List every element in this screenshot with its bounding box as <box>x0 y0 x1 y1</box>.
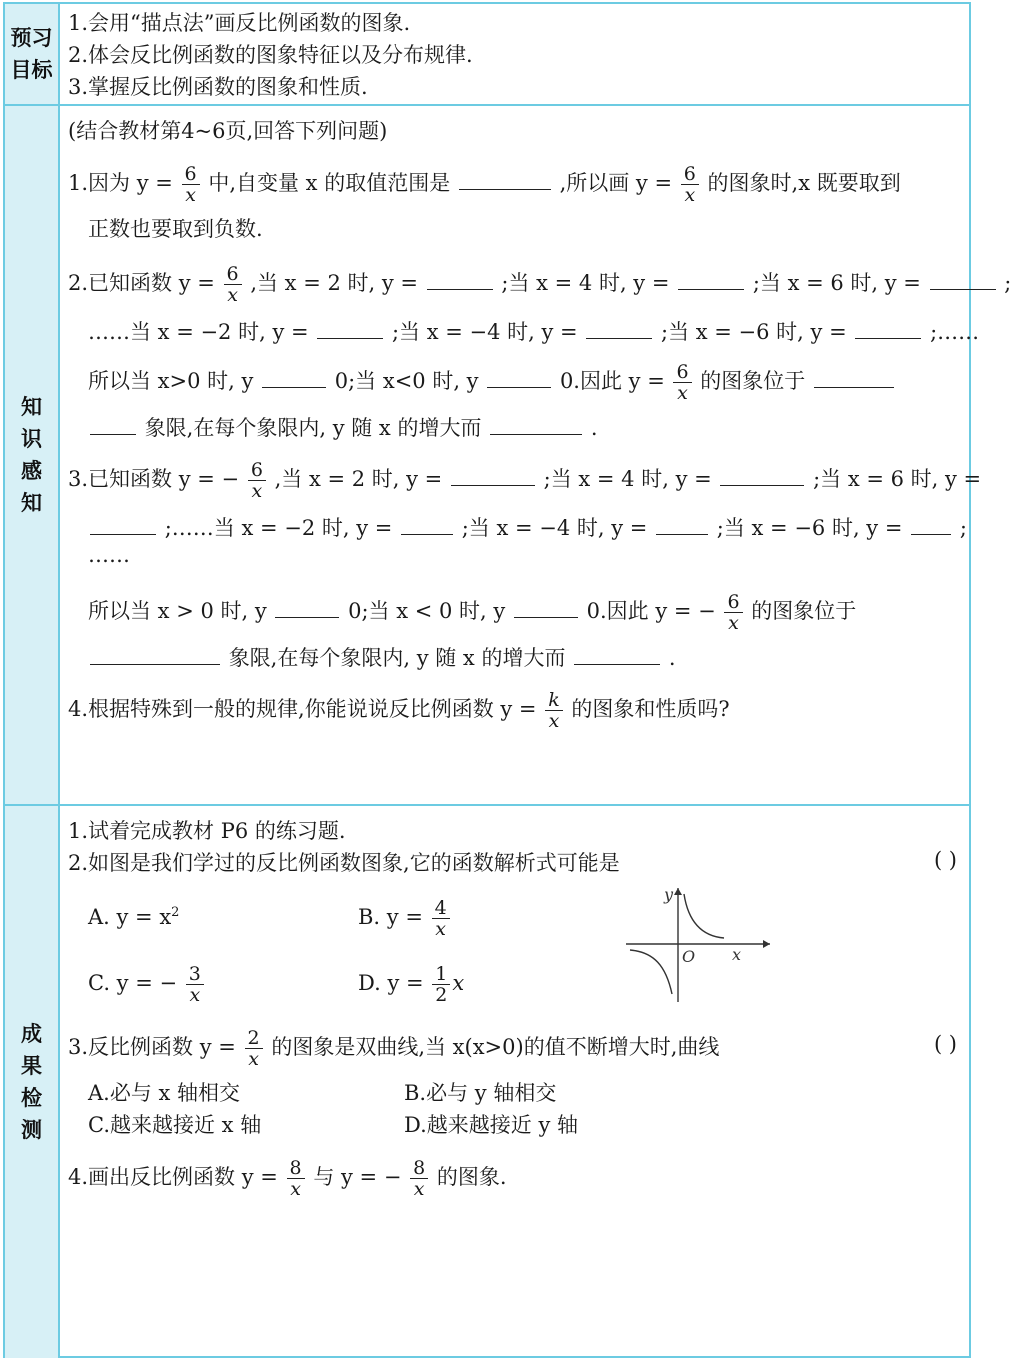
option-3c: C.越来越接近 x 轴 <box>88 1113 262 1137</box>
q2-text-j: 所以当 x>0 时, y <box>88 369 254 393</box>
question-3-line-4 <box>88 592 856 633</box>
question-1-line-1 <box>68 164 901 205</box>
results-label: 成果检测 <box>21 1022 42 1142</box>
q2-text-n: 象限,在每个象限内, y 随 x 的增大而 <box>144 416 482 440</box>
answer-blank[interactable] <box>930 267 996 290</box>
q1-text-a: 1.因为 y = <box>68 171 173 195</box>
result-item-3: 3.反比例函数 y = $\frac{2}{x}$ 的图象是双曲线,当 x(x>0)的值不断增大时,曲线 <box>68 1027 720 1070</box>
answer-blank[interactable] <box>262 365 326 388</box>
curve-third-quadrant <box>630 950 672 994</box>
answer-paren[interactable]: ( ) <box>933 1032 957 1056</box>
answer-blank[interactable] <box>90 512 156 535</box>
fraction-6-over-x: $\frac{6}{x}$ <box>681 164 699 205</box>
option-3b: B.必与 y 轴相交 <box>404 1081 557 1105</box>
answer-blank[interactable] <box>487 365 551 388</box>
curve-first-quadrant <box>684 894 724 938</box>
q2-text-o: . <box>590 416 598 440</box>
q2-text-c: ;当 x = 4 时, y = <box>501 271 670 295</box>
q2-text-e: ; <box>1004 271 1011 295</box>
answer-blank[interactable] <box>490 412 582 435</box>
q3-text-f: ;当 x = −4 时, y = <box>461 516 648 540</box>
q3-text-n: 象限,在每个象限内, y 随 x 的增大而 <box>228 646 566 670</box>
answer-blank[interactable] <box>855 316 921 339</box>
question-1-line-2: 正数也要取到负数. <box>88 217 263 241</box>
option-3a: A.必与 x 轴相交 <box>88 1081 241 1105</box>
results-row <box>5 806 969 1358</box>
answer-blank[interactable] <box>586 316 652 339</box>
knowledge-label: 知识感知 <box>21 395 42 515</box>
option-2a: A. $y = x^2$ <box>88 905 180 929</box>
q2-text-a: 2.已知函数 y = <box>68 271 215 295</box>
results-content <box>60 806 969 1358</box>
q3-text-b: ,当 x = 2 时, y = <box>274 467 443 491</box>
y-axis-arrow <box>674 888 682 895</box>
answer-blank[interactable] <box>514 595 578 618</box>
q3-text-k: 0;当 x < 0 时, y <box>348 599 506 623</box>
answer-blank[interactable] <box>317 316 383 339</box>
q2-text-l: 0.因此 y = <box>559 369 665 393</box>
q1-text-d: 的图象时,x 既要取到 <box>707 171 901 195</box>
fraction-6-over-x: $\frac{6}{x}$ <box>182 164 200 205</box>
question-3-line-3: …… <box>88 543 130 567</box>
x-axis-arrow <box>763 940 770 948</box>
answer-paren[interactable]: ( ) <box>933 848 957 872</box>
answer-blank[interactable] <box>90 642 220 665</box>
question-3-line-1 <box>68 460 981 501</box>
option-2b: B. y = $\frac{4}{x}$ <box>358 898 452 939</box>
answer-blank[interactable] <box>656 512 708 535</box>
q3-text-d: ;当 x = 6 时, y = <box>813 467 982 491</box>
q3-text-e: ;……当 x = −2 时, y = <box>164 516 393 540</box>
result-item-2: 2.如图是我们学过的反比例函数图象,它的函数解析式可能是 <box>68 851 620 875</box>
question-2-line-1 <box>68 264 1011 305</box>
answer-blank[interactable] <box>720 463 804 486</box>
answer-blank[interactable] <box>90 412 136 435</box>
fraction-6-over-x: $\frac{6}{x}$ <box>224 264 242 305</box>
result-item-4: 4.画出反比例函数 y = $\frac{8}{x}$ 与 y = − $\frac{8}{x}$ 的图象. <box>68 1157 507 1200</box>
q1-text-b: 中,自变量 x 的取值范围是 <box>208 171 451 195</box>
fraction-k-over-x: $\frac{k}{x}$ <box>545 690 563 731</box>
q4-text-a: 4.根据特殊到一般的规律,你能说说反比例函数 y = <box>68 697 537 721</box>
option-2c: C. y = − $\frac{3}{x}$ <box>88 964 206 1005</box>
result-item-1: 1.试着完成教材 P6 的练习题. <box>68 819 346 843</box>
q3-text-c: ;当 x = 4 时, y = <box>543 467 712 491</box>
goals-row <box>5 4 969 106</box>
answer-blank[interactable] <box>678 267 744 290</box>
goals-content <box>60 4 969 104</box>
option-2d: D. y = $\frac{1}{2}$ x <box>358 963 465 1006</box>
q3-text-h: ; <box>959 516 967 540</box>
q2-text-d: ;当 x = 6 时, y = <box>752 271 921 295</box>
hyperbola-graph <box>620 880 780 1004</box>
question-2-line-3 <box>88 362 896 403</box>
q1-text-c: ,所以画 y = <box>559 171 673 195</box>
knowledge-label-cell <box>5 106 60 804</box>
answer-blank[interactable] <box>401 512 453 535</box>
fraction-6-over-x: $\frac{6}{x}$ <box>673 362 691 403</box>
question-4 <box>68 690 730 731</box>
fraction-6-over-x: $\frac{6}{x}$ <box>248 460 266 501</box>
knowledge-intro: (结合教材第4~6页,回答下列问题) <box>68 119 388 143</box>
answer-blank[interactable] <box>427 267 493 290</box>
option-3d: D.越来越接近 y 轴 <box>404 1113 578 1137</box>
q2-text-g: ;当 x = −4 时, y = <box>391 320 578 344</box>
worksheet <box>3 2 1011 1358</box>
q3-text-l: 0.因此 y = − <box>586 599 716 623</box>
goals-label-cell <box>5 4 60 104</box>
answer-blank[interactable] <box>451 463 535 486</box>
graph-x-label: x <box>732 945 742 964</box>
goal-item-3: 3.掌握反比例函数的图象和性质. <box>68 75 368 99</box>
q3-text-g: ;当 x = −6 时, y = <box>716 516 903 540</box>
q3-text-j: 所以当 x > 0 时, y <box>88 599 267 623</box>
q2-text-m: 的图象位于 <box>700 369 806 393</box>
graph-y-label: y <box>664 885 674 904</box>
q3-text-a: 3.已知函数 y = − <box>68 467 240 491</box>
answer-blank[interactable] <box>459 167 551 190</box>
answer-blank[interactable] <box>911 512 951 535</box>
q2-text-k: 0;当 x<0 时, y <box>334 369 479 393</box>
question-3-line-5 <box>88 642 676 673</box>
results-label-cell <box>5 806 60 1358</box>
answer-blank[interactable] <box>814 365 894 388</box>
knowledge-content <box>60 106 1011 804</box>
q2-text-b: ,当 x = 2 时, y = <box>250 271 418 295</box>
graph-origin-label: O <box>682 947 696 966</box>
goal-item-1: 1.会用“描点法”画反比例函数的图象. <box>68 11 411 35</box>
goals-label: 预习目标 <box>10 26 53 82</box>
knowledge-row <box>5 106 1011 806</box>
question-2-line-4 <box>88 412 598 443</box>
q2-text-i: ;…… <box>930 320 980 344</box>
q2-text-f: ……当 x = −2 时, y = <box>88 320 309 344</box>
question-2-line-2 <box>88 316 979 347</box>
q2-text-h: ;当 x = −6 时, y = <box>661 320 847 344</box>
answer-blank[interactable] <box>275 595 339 618</box>
q3-text-o: . <box>668 646 676 670</box>
question-3-line-2 <box>88 512 967 543</box>
q4-text-b: 的图象和性质吗? <box>571 697 730 721</box>
fraction-6-over-x: $\frac{6}{x}$ <box>724 592 742 633</box>
goal-item-2: 2.体会反比例函数的图象特征以及分布规律. <box>68 43 473 67</box>
q3-text-m: 的图象位于 <box>751 599 857 623</box>
answer-blank[interactable] <box>574 642 660 665</box>
